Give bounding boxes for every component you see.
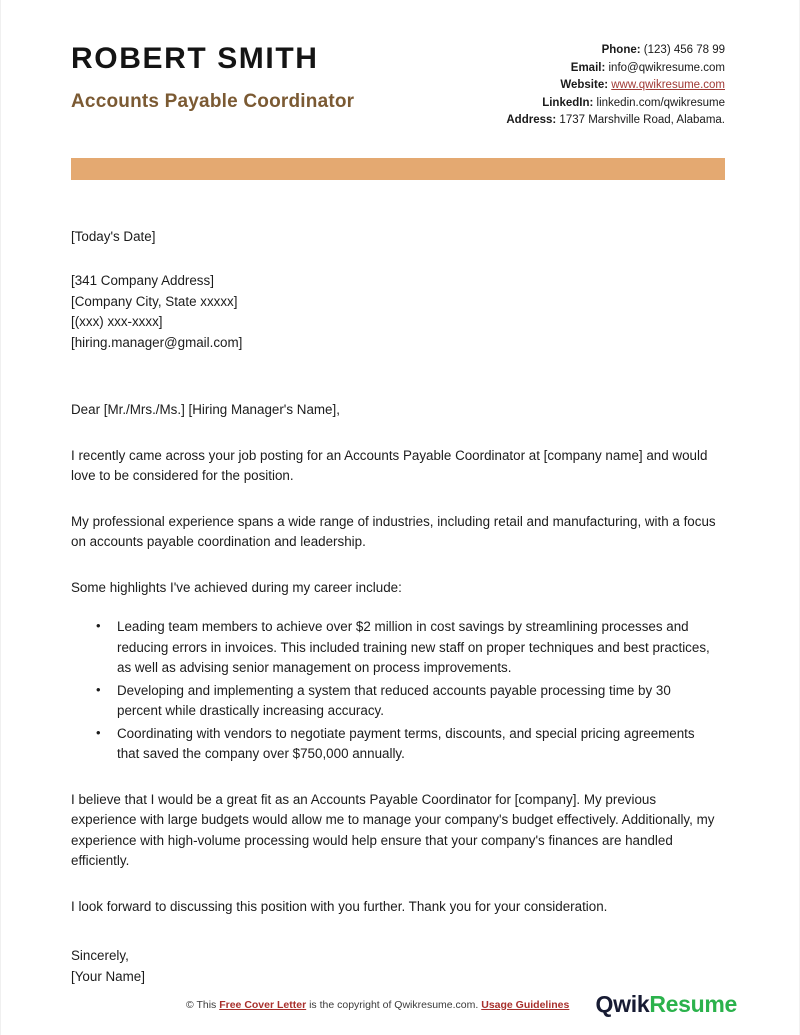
phone-label: Phone: [601,44,641,56]
signature-name: [Your Name] [71,969,145,984]
page-title: ROBERT SMITH [71,42,319,75]
body-paragraph-2: My professional experience spans a wide range of industries, including retail and manufacturing, with a focus on accounts payable coordination and leadership. [71,513,716,549]
address-label: Address: [506,114,557,126]
letter-body [1,227,799,988]
recipient-line: [Company City, State xxxxx] [71,293,238,309]
recipient-address-block [71,271,721,353]
page-footer [1,991,799,1018]
contact-row-email [506,60,725,78]
body-paragraph-1: I recently came across your job posting for an Accounts Payable Coordinator at [company name] and would love to be considered for the position. [71,447,708,483]
copyright-prefix: © This [186,998,220,1011]
contact-block [506,36,725,130]
job-title: Accounts Payable Coordinator [71,91,355,112]
logo-text-qwik: Qwik [595,991,650,1017]
logo-text-resume: Resume [649,991,737,1017]
free-cover-letter-link[interactable]: Free Cover Letter [219,998,307,1011]
linkedin-value: linkedin.com/qwikresume [596,96,725,109]
list-item: • Coordinating with vendors to negotiate payment terms, discounts, and special pricing agreements that saved the company over $750,000 annually. [117,724,721,765]
usage-guidelines-link[interactable]: Usage Guidelines [481,998,570,1011]
qwikresume-logo [596,991,737,1018]
list-item: • Leading team members to achieve over $2 million in cost savings by streamlining processes and reducing errors in invoices. This included training new staff on proper techniques and best practices, as well as advising senior management on process improvements. [117,617,721,679]
letter-date: [Today's Date] [71,228,156,244]
highlights-list [71,617,721,765]
list-item: • Developing and implementing a system that reduced accounts payable processing time by 30 percent while drastically increasing accuracy. [117,681,721,722]
closing-text: Sincerely, [71,948,129,963]
copyright-middle: is the copyright of Qwikresume.com. [306,998,482,1011]
recipient-line: [(xxx) xxx-xxxx] [71,314,163,329]
phone-value: (123) 456 78 99 [643,44,725,56]
header-identity [71,36,354,113]
website-link[interactable]: www.qwikresume.com [611,79,725,91]
letter-header [1,0,799,130]
sign-off-block [71,945,721,987]
contact-row-website [506,77,725,95]
body-paragraph-4: I look forward to discussing this position with you further. Thank you for your consideration. [71,898,608,914]
linkedin-label: LinkedIn: [542,96,594,109]
contact-row-phone [506,42,725,60]
email-label: Email: [570,61,606,74]
website-label: Website: [560,79,609,91]
contact-row-linkedin [506,95,725,113]
address-value: 1737 Marshville Road, Alabama. [559,114,725,126]
body-paragraph-3: I believe that I would be a great fit as an Accounts Payable Coordinator for [company]. My previous experience with large budgets would allow me to manage your company's budget effectively. Additionally, my experience with high-volume processing would help ensure that your company's finances are handled efficiently. [71,791,715,868]
contact-row-address [506,112,725,130]
highlights-intro: Some highlights I've achieved during my career include: [71,579,402,595]
copyright-notice [186,999,569,1011]
accent-divider-bar [71,158,725,180]
salutation: Dear [Mr./Mrs./Ms.] [Hiring Manager's Name], [71,402,340,417]
recipient-line: [341 Company Address] [71,273,214,288]
recipient-line: [hiring.manager@gmail.com] [71,334,243,350]
email-value: info@qwikresume.com [608,61,725,74]
